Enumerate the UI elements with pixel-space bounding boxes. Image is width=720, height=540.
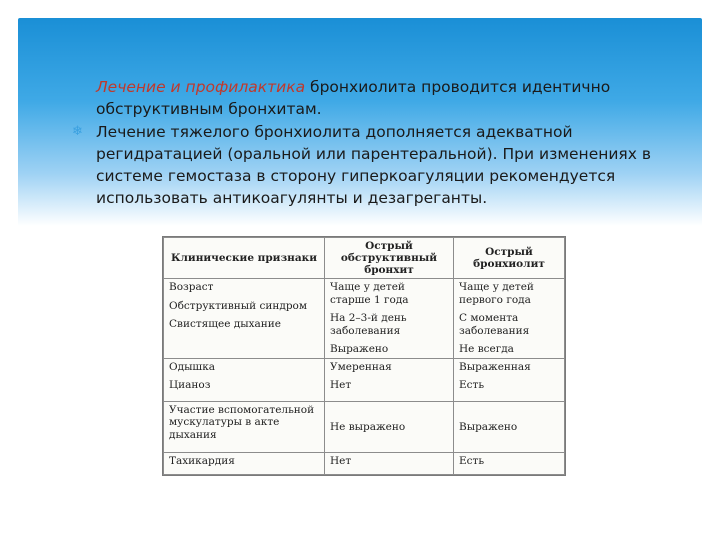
bullet-item	[72, 121, 652, 209]
obstructive-bronchitis-value: На 2–3-й день заболевания	[330, 312, 407, 337]
table-cell	[325, 358, 454, 401]
column-header-bronchiolitis: Острый бронхиолит	[454, 238, 565, 279]
table-cell	[325, 279, 454, 359]
wheezing-bronchitis-value: Выражено	[330, 343, 389, 355]
bullet-list	[72, 76, 652, 209]
comparison-table	[162, 236, 566, 476]
cyanosis-bronchitis-value: Нет	[330, 379, 352, 391]
bullet-text: Лечение тяжелого бронхиолита дополняется адекватной регидратацией (оральной или парентеральной). При изменениях в системе гемостаза в сторону гиперкоагуляции рекомендуется использовать антикоагулянты и дезагреганты.	[96, 123, 651, 207]
column-header-signs: Клинические признаки	[164, 238, 325, 279]
table-header-row	[164, 238, 565, 279]
table-row	[164, 401, 565, 452]
wheezing-bronchiolitis-value: Не всегда	[459, 343, 514, 355]
bullet-emphasis: Лечение и профилактика	[96, 78, 306, 96]
table-cell	[454, 358, 565, 401]
table-cell	[164, 279, 325, 359]
table-row	[164, 358, 565, 401]
tachycardia-bronchitis-value: Нет	[330, 455, 352, 467]
bullet-item	[72, 76, 652, 120]
table-cell	[454, 279, 565, 359]
bullet-text: бронхиолита проводится идентично обструктивным бронхитам.	[96, 78, 611, 118]
age-bronchitis-value: Чаще у детей старше 1 года	[330, 281, 409, 306]
table-cell	[325, 401, 454, 452]
row-label-cyanosis: Цианоз	[169, 379, 211, 391]
table-row	[164, 453, 565, 475]
column-header-bronchitis: Острый обструктивный бронхит	[325, 238, 454, 279]
row-label-obstructive: Обструктивный синдром	[169, 299, 308, 312]
dyspnea-bronchitis-value: Умеренная	[330, 360, 392, 373]
row-label-wheezing: Свистящее дыхание	[169, 318, 281, 330]
dyspnea-bronchiolitis-value: Выраженная	[459, 360, 531, 373]
table-cell	[164, 401, 325, 452]
age-bronchiolitis-value: Чаще у детей первого года	[459, 281, 534, 306]
table-cell	[164, 453, 325, 475]
row-label-dyspnea: Одышка	[169, 360, 216, 373]
tachycardia-bronchiolitis-value: Есть	[459, 455, 485, 467]
table-cell	[454, 401, 565, 452]
table-row	[164, 279, 565, 359]
row-label-accessory-muscles: Участие вспомогательной мускулатуры в акте дыхания	[169, 403, 315, 441]
obstructive-bronchiolitis-value: С момента заболевания	[459, 312, 530, 337]
snowflake-bullet-icon: ❄	[72, 124, 83, 139]
table-cell	[164, 358, 325, 401]
table-cell	[454, 453, 565, 475]
row-label-age: Возраст	[169, 281, 214, 293]
cyanosis-bronchiolitis-value: Есть	[459, 379, 485, 391]
muscles-bronchiolitis-value: Выражено	[459, 420, 518, 433]
muscles-bronchitis-value: Не выражено	[330, 420, 406, 433]
table-cell	[325, 453, 454, 475]
row-label-tachycardia: Тахикардия	[169, 455, 235, 467]
